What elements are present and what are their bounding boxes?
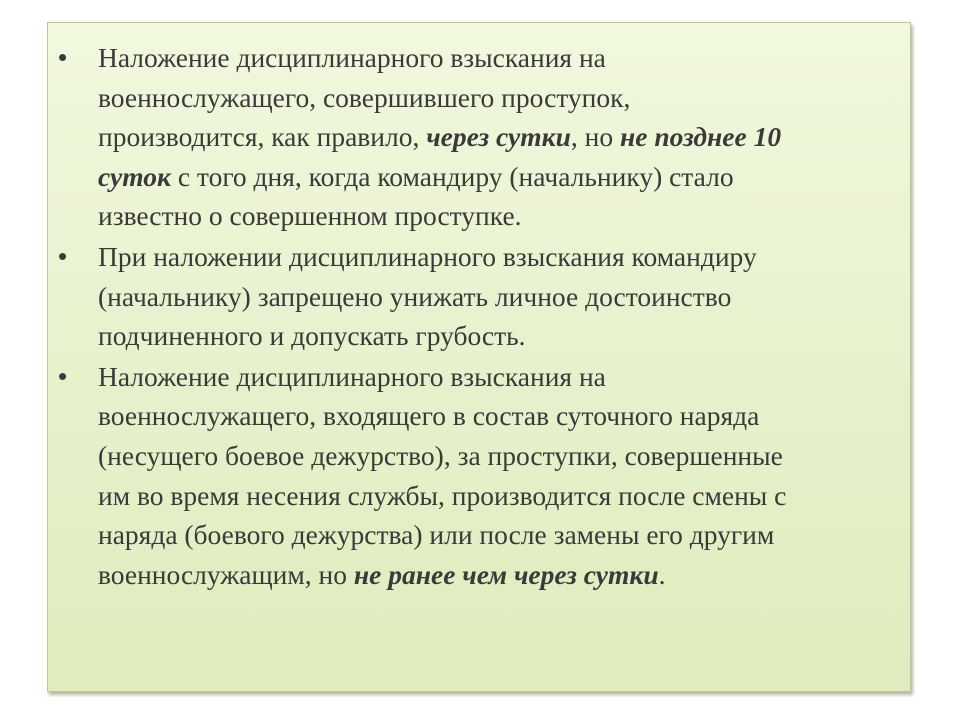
text-segment: При наложении дисциплинарного взыскания командиру	[98, 240, 757, 272]
text-segment: Наложение дисциплинарного взыскания на	[98, 360, 606, 392]
text-line	[98, 157, 906, 197]
text-line	[98, 38, 906, 78]
text-segment: производится, как правило,	[98, 121, 427, 153]
text-line	[98, 555, 906, 595]
bullet-item	[58, 357, 906, 595]
text-line	[98, 316, 906, 356]
text-segment: военнослужащим, но	[98, 558, 354, 590]
text-segment: военнослужащего, совершившего проступок,	[98, 81, 631, 113]
text-line	[98, 277, 906, 317]
text-segment: им во время несения службы, производится после смены с	[98, 479, 787, 511]
text-line	[98, 436, 906, 476]
bullet-item	[58, 38, 906, 236]
bullet-icon: •	[58, 42, 68, 72]
text-segment: (начальнику) запрещено унижать личное достоинство	[98, 280, 732, 312]
emphasized-text: суток	[98, 160, 171, 192]
text-segment: (несущего боевое дежурство), за проступки, совершенные	[98, 439, 783, 471]
text-segment: Наложение дисциплинарного взыскания на	[98, 42, 606, 73]
bullet-icon: •	[58, 240, 68, 271]
text-line	[98, 78, 906, 118]
text-line	[98, 396, 906, 436]
emphasized-text: через сутки	[426, 121, 571, 153]
text-segment: , но	[570, 121, 620, 153]
bullet-item	[58, 237, 906, 356]
text-line	[98, 196, 906, 236]
text-segment: подчиненного и допускать грубость.	[98, 320, 526, 352]
bullet-icon: •	[58, 360, 68, 391]
emphasized-text: не позднее 10	[619, 121, 782, 153]
text-line	[98, 515, 906, 555]
text-line	[98, 476, 906, 516]
text-segment: наряда (боевого дежурства) или после замены его другим	[98, 519, 775, 551]
text-segment: .	[658, 558, 666, 590]
text-segment: военнослужащего, входящего в состав суточного наряда	[98, 400, 760, 432]
bullet-list	[58, 38, 906, 594]
text-segment: с того дня, когда командиру (начальнику) стало	[170, 160, 734, 192]
emphasized-text: не ранее чем через сутки	[353, 558, 659, 590]
text-line	[98, 357, 906, 397]
text-segment: известно о совершенном проступке.	[98, 200, 522, 232]
text-line	[98, 117, 906, 157]
slide-panel	[47, 22, 911, 692]
text-line	[98, 237, 906, 277]
